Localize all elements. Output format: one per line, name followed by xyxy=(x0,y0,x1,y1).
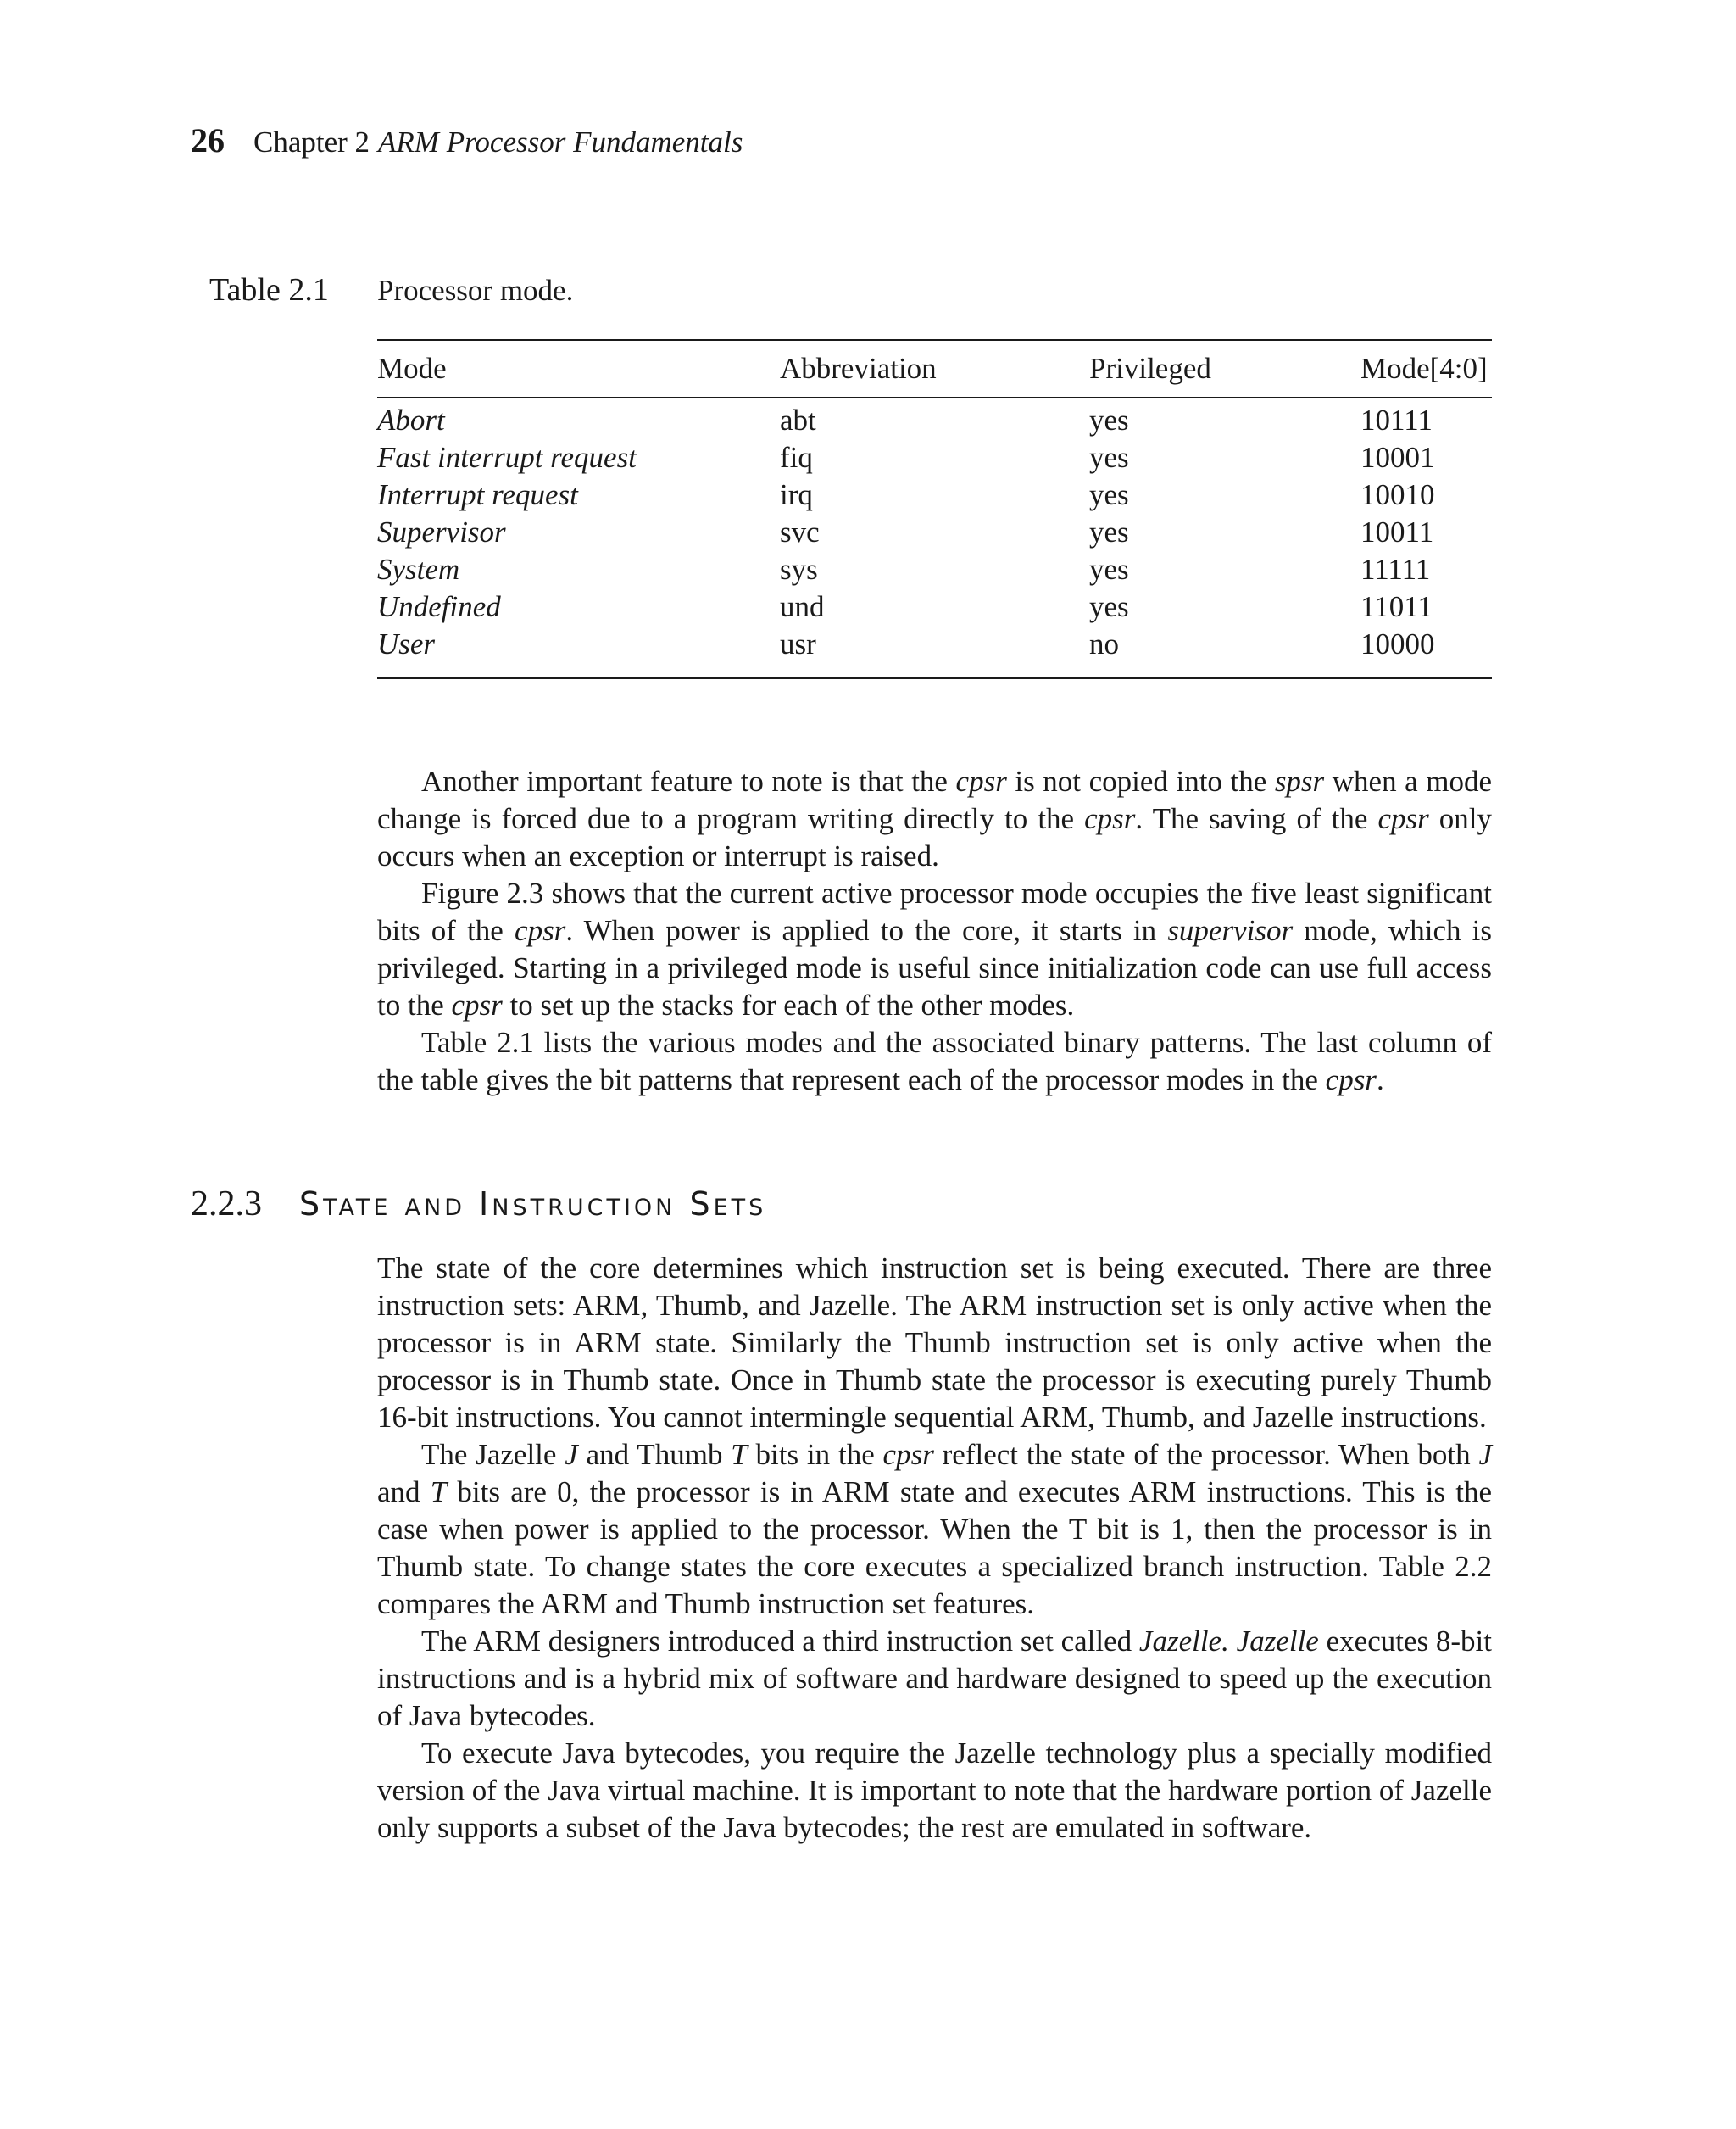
paragraph: Table 2.1 lists the various modes and the associated binary patterns. The last column of the table gives the bit patterns that represent each of the processor modes in the cpsr. xyxy=(377,1026,1492,1096)
mode-bits-cell: 10000 xyxy=(1360,627,1435,660)
table-caption: Processor mode. xyxy=(377,274,574,307)
privileged-cell: no xyxy=(1089,627,1119,660)
column-header-mode: Mode xyxy=(377,352,447,385)
paragraph: To execute Java bytecodes, you require the Jazelle technology plus a specially modified version of the Java virtual machine. It is important to note that the hardware portion of Jazelle only supports a subset of the Java bytecodes; the rest are emulated in software. xyxy=(377,1736,1492,1844)
mode-bits-cell: 11111 xyxy=(1360,553,1431,586)
table-row xyxy=(377,627,1492,665)
chapter-label: Chapter 2 xyxy=(253,125,370,159)
table-row xyxy=(377,404,1492,441)
table-row xyxy=(377,441,1492,478)
paragraph: The state of the core determines which instruction set is being executed. There are three instruction sets: ARM, Thumb, and Jazelle. The ARM instruction set is only active when the processor is in ARM state. Similarly the Thumb instruction set is only active when the processor is in Thumb state. Once in Thumb state the processor is executing purely Thumb 16-bit instructions. You cannot intermingle sequential ARM, Thumb, and Jazelle instructions. xyxy=(377,1251,1492,1434)
privileged-cell: yes xyxy=(1089,441,1129,474)
abbreviation-cell: irq xyxy=(780,478,813,511)
abbreviation-cell: und xyxy=(780,590,825,623)
mode-bits-cell: 10011 xyxy=(1360,516,1434,549)
mode-cell: Undefined xyxy=(377,590,501,623)
mode-cell: System xyxy=(377,553,460,586)
paragraph: Another important feature to note is that the cpsr is not copied into the spsr when a mode change is forced due to a program writing directly to the cpsr. The saving of the cpsr only occurs when an exception or interrupt is raised. xyxy=(377,765,1492,872)
table-row xyxy=(377,553,1492,590)
mode-cell: User xyxy=(377,627,436,660)
privileged-cell: yes xyxy=(1089,478,1129,511)
body-text-section xyxy=(377,1250,1492,1847)
abbreviation-cell: sys xyxy=(780,553,818,586)
mode-bits-cell: 10111 xyxy=(1360,404,1433,437)
privileged-cell: yes xyxy=(1089,590,1129,623)
abbreviation-cell: fiq xyxy=(780,441,813,474)
column-header-abbreviation: Abbreviation xyxy=(780,352,937,385)
mode-cell: Fast interrupt request xyxy=(377,441,637,474)
abbreviation-cell: svc xyxy=(780,516,820,549)
body-text-intro xyxy=(377,763,1492,1099)
privileged-cell: yes xyxy=(1089,553,1129,586)
paragraph: Figure 2.3 shows that the current active processor mode occupies the five least significant bits of the cpsr. When power is applied to the core, it starts in supervisor mode, which is privileged. Starting in a privileged mode is useful since initialization code can use full access to the cpsr to set up the stacks for each of the other modes. xyxy=(377,877,1493,1022)
abbreviation-cell: usr xyxy=(780,627,816,660)
privileged-cell: yes xyxy=(1089,516,1129,549)
mode-cell: Abort xyxy=(377,404,445,437)
paragraph: The Jazelle J and Thumb T bits in the cpsr reflect the state of the processor. When both J and T bits are 0, the processor is in ARM state and executes ARM instructions. This is the case when power is applied to the processor. When the T bit is 1, then the processor is in Thumb state. To change states the core executes a specialized branch instruction. Table 2.2 compares the ARM and Thumb instruction set features. xyxy=(377,1438,1492,1620)
mode-bits-cell: 10010 xyxy=(1360,478,1435,511)
mode-bits-cell: 11011 xyxy=(1360,590,1433,623)
section-title: State and Instruction Sets xyxy=(299,1185,767,1223)
book-title: ARM Processor Fundamentals xyxy=(378,125,743,159)
privileged-cell: yes xyxy=(1089,404,1129,437)
page-number: 26 xyxy=(191,121,225,159)
section-number: 2.2.3 xyxy=(191,1184,262,1223)
table-header-row xyxy=(377,341,1492,397)
table-body xyxy=(377,397,1492,665)
abbreviation-cell: abt xyxy=(780,404,816,437)
column-header-mode-bits: Mode[4:0] xyxy=(1360,352,1488,385)
mode-cell: Supervisor xyxy=(377,516,506,549)
processor-mode-table xyxy=(377,341,1492,665)
table-row xyxy=(377,516,1492,553)
running-head xyxy=(191,121,743,159)
table-row xyxy=(377,590,1492,627)
paragraph: The ARM designers introduced a third instruction set called Jazelle. Jazelle executes 8-bit instructions and is a hybrid mix of software and hardware designed to speed up the execution of Java bytecodes. xyxy=(377,1625,1492,1732)
table-row xyxy=(377,478,1492,516)
mode-cell: Interrupt request xyxy=(377,478,578,511)
mode-bits-cell: 10001 xyxy=(1360,441,1435,474)
table-label: Table 2.1 xyxy=(209,272,329,308)
column-header-privileged: Privileged xyxy=(1089,352,1211,385)
section-heading xyxy=(191,1184,766,1224)
table-bottom-rule xyxy=(377,677,1492,679)
